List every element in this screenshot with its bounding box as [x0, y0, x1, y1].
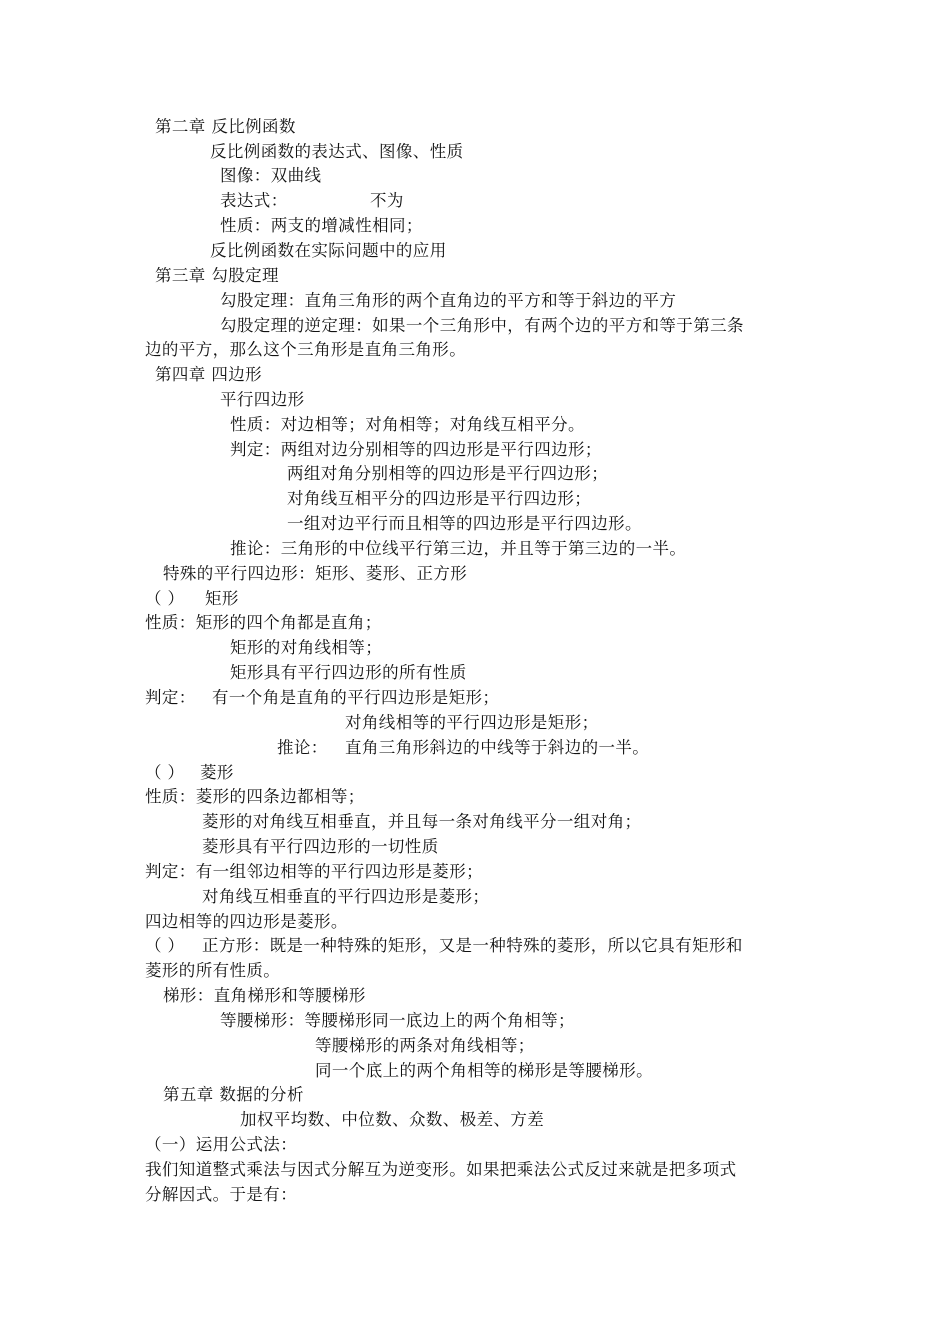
parallelogram-criterion-2: 两组对角分别相等的四边形是平行四边形； — [287, 464, 609, 483]
section-applications: 反比例函数在实际问题中的应用 — [210, 241, 447, 260]
rectangle-corollary: 直角三角形斜边的中线等于斜边的一半。 — [345, 738, 650, 757]
chapter-3-heading: 第三章 勾股定理 — [155, 266, 279, 285]
property-line: 性质：两支的增减性相同； — [220, 216, 423, 235]
square-definition-cont: 菱形的所有性质。 — [145, 961, 281, 980]
pythagorean-converse: 勾股定理的逆定理：如果一个三角形中，有两个边的平方和等于第三条 — [220, 316, 744, 335]
parallelogram-properties: 性质：对边相等；对角相等；对角线互相平分。 — [230, 415, 585, 434]
rhombus-number: （ ） — [145, 763, 185, 782]
special-parallelograms: 特殊的平行四边形：矩形、菱形、正方形 — [163, 564, 468, 583]
rectangle-corollary-label: 推论： — [277, 738, 328, 757]
rhombus-criterion-1: 判定：有一组邻边相等的平行四边形是菱形； — [145, 862, 483, 881]
parallelogram-heading: 平行四边形 — [220, 390, 305, 409]
formula-method-heading: （一）运用公式法： — [145, 1135, 298, 1154]
isosceles-trapezoid-2: 等腰梯形的两条对角线相等； — [315, 1036, 535, 1055]
rhombus-criterion-3: 四边相等的四边形是菱形。 — [145, 912, 348, 931]
parallelogram-criterion-4: 一组对边平行而且相等的四边形是平行四边形。 — [287, 514, 642, 533]
rectangle-criterion-label: 判定： — [145, 688, 196, 707]
chapter-5-heading: 第五章 数据的分析 — [163, 1085, 304, 1104]
rectangle-criterion-1: 有一个角是直角的平行四边形是矩形； — [212, 688, 500, 707]
isosceles-trapezoid-1: 等腰梯形：等腰梯形同一底边上的两个角相等； — [220, 1011, 575, 1030]
parallelogram-criterion-3: 对角线互相平分的四边形是平行四边形； — [287, 489, 592, 508]
rectangle-criterion-2: 对角线相等的平行四边形是矩形； — [345, 713, 599, 732]
square-number: （ ） — [145, 936, 185, 955]
rhombus-criterion-2: 对角线互相垂直的平行四边形是菱形； — [202, 887, 490, 906]
rectangle-property-1: 性质：矩形的四个角都是直角； — [145, 613, 382, 632]
factorization-intro-cont: 分解因式。于是有： — [145, 1185, 298, 1204]
rectangle-heading: 矩形 — [205, 589, 239, 608]
factorization-intro: 我们知道整式乘法与因式分解互为逆变形。如果把乘法公式反过来就是把多项式 — [145, 1160, 737, 1179]
midline-corollary: 推论：三角形的中位线平行第三边，并且等于第三边的一半。 — [230, 539, 687, 558]
pythagorean-theorem: 勾股定理：直角三角形的两个直角边的平方和等于斜边的平方 — [220, 291, 677, 310]
pythagorean-converse-cont: 边的平方，那么这个三角形是直角三角形。 — [145, 340, 467, 359]
graph-line: 图像：双曲线 — [220, 166, 322, 185]
expression-label: 表达式： — [220, 191, 288, 210]
rhombus-property-2: 菱形的对角线互相垂直，并且每一条对角线平分一组对角； — [202, 812, 642, 831]
rectangle-number: （ ） — [145, 589, 185, 608]
chapter-4-heading: 第四章 四边形 — [155, 365, 263, 384]
parallelogram-criterion-1: 判定：两组对边分别相等的四边形是平行四边形； — [230, 440, 602, 459]
expression-condition: 不为 — [370, 191, 404, 210]
isosceles-trapezoid-3: 同一个底上的两个角相等的梯形是等腰梯形。 — [315, 1061, 653, 1080]
section-inverse-function-properties: 反比例函数的表达式、图像、性质 — [210, 142, 464, 161]
rhombus-property-1: 性质：菱形的四条边都相等； — [145, 787, 365, 806]
chapter-2-heading: 第二章 反比例函数 — [155, 117, 296, 136]
rhombus-heading: 菱形 — [200, 763, 234, 782]
square-definition: 正方形：既是一种特殊的矩形，又是一种特殊的菱形，所以它具有矩形和 — [202, 936, 743, 955]
rectangle-property-2: 矩形的对角线相等； — [230, 638, 383, 657]
rhombus-property-3: 菱形具有平行四边形的一切性质 — [202, 837, 439, 856]
rectangle-property-3: 矩形具有平行四边形的所有性质 — [230, 663, 467, 682]
statistics-terms: 加权平均数、中位数、众数、极差、方差 — [240, 1110, 545, 1129]
trapezoid-heading: 梯形：直角梯形和等腰梯形 — [163, 986, 366, 1005]
